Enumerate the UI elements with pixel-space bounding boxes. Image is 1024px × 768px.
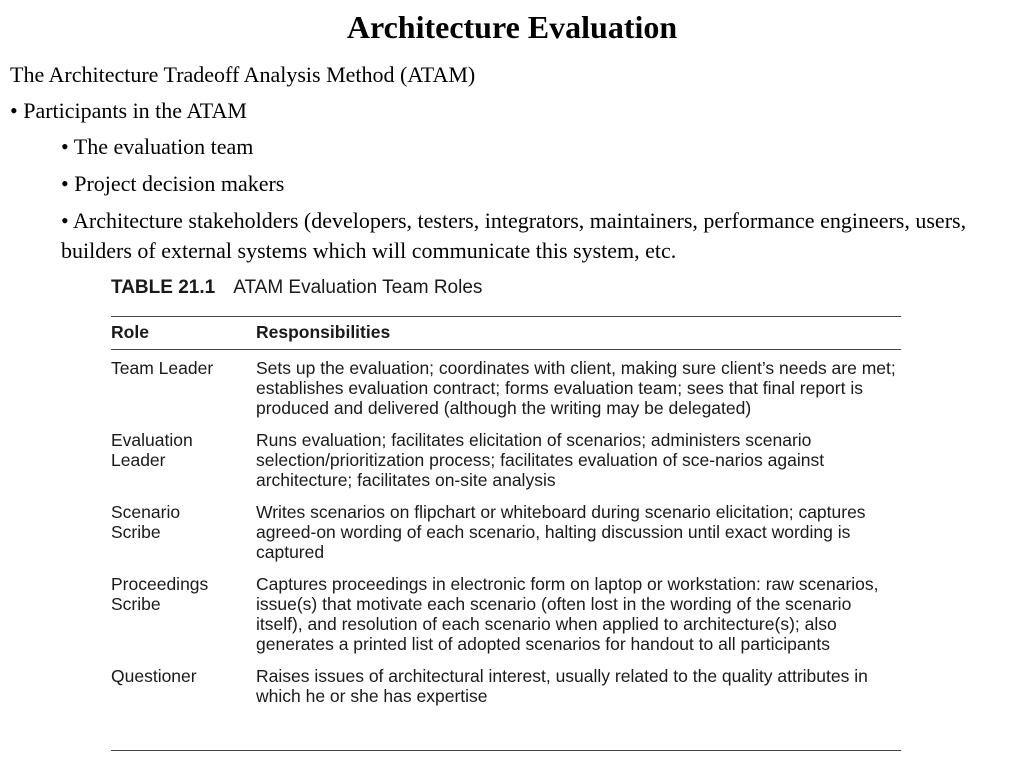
role-cell: Questioner [111,666,197,686]
header-responsibilities: Responsibilities [256,322,391,342]
table-bottom-rule [111,750,901,751]
slide-title: Architecture Evaluation [346,9,678,45]
role-cell: Team Leader [111,358,214,378]
role-cell: Scenario Scribe [111,502,181,542]
table-row [111,574,901,654]
responsibilities-cell: Writes scenarios on flipchart or whiteboard during scenario elicitation; captures agreed-on wording of each scenario, halting discussion until exact wording is captured [256,502,866,562]
roles-table [111,322,901,718]
responsibilities-cell: Captures proceedings in electronic form on laptop or workstation: raw scenarios, issue(s) that motivate each scenario (often lost in the wording of the scenario itself), and resolution of each scenario when applied to architecture(s); also generates a printed list of adopted scenarios for handout to all participants [256,574,879,654]
participants-heading: • Participants in the ATAM [10,98,247,123]
table-caption [111,276,482,300]
responsibilities-cell: Raises issues of architectural interest, usually related to the quality attributes in which he or she has expertise [256,666,868,706]
method-line: The Architecture Tradeoff Analysis Method (ATAM) [10,62,476,87]
table-caption-number: TABLE 21.1 [111,277,216,298]
participant-evaluation-team: • The evaluation team [61,134,254,159]
responsibilities-cell: Runs evaluation; facilitates elicitation of scenarios; administers scenario selection/prioritization process; facilitates evaluation of sce-narios against architecture; facilitates on-site analysis [256,430,825,490]
bullet-list [10,60,1010,266]
table-caption-title: ATAM Evaluation Team Roles [233,277,483,298]
table-row [111,666,901,706]
table-row [111,430,901,490]
participant-decision-makers: • Project decision makers [61,171,285,196]
responsibilities-cell: Sets up the evaluation; coordinates with client, making sure client’s needs are met; establishes evaluation contract; forms evaluation team; sees that final report is produced and delivered (although the writing may be delegated) [256,358,896,418]
role-cell: Evaluation Leader [111,430,193,470]
table-row [111,358,901,418]
header-role: Role [111,322,149,342]
participant-stakeholders: • Architecture stakeholders (developers, testers, integrators, maintainers, performance engineers, users, builders of external systems which will communicate this system, etc. [61,208,967,263]
role-cell: Proceedings Scribe [111,574,209,614]
table-body [111,349,901,706]
table-top-rule [111,316,901,317]
table-row [111,502,901,562]
table-header-row [111,322,901,349]
